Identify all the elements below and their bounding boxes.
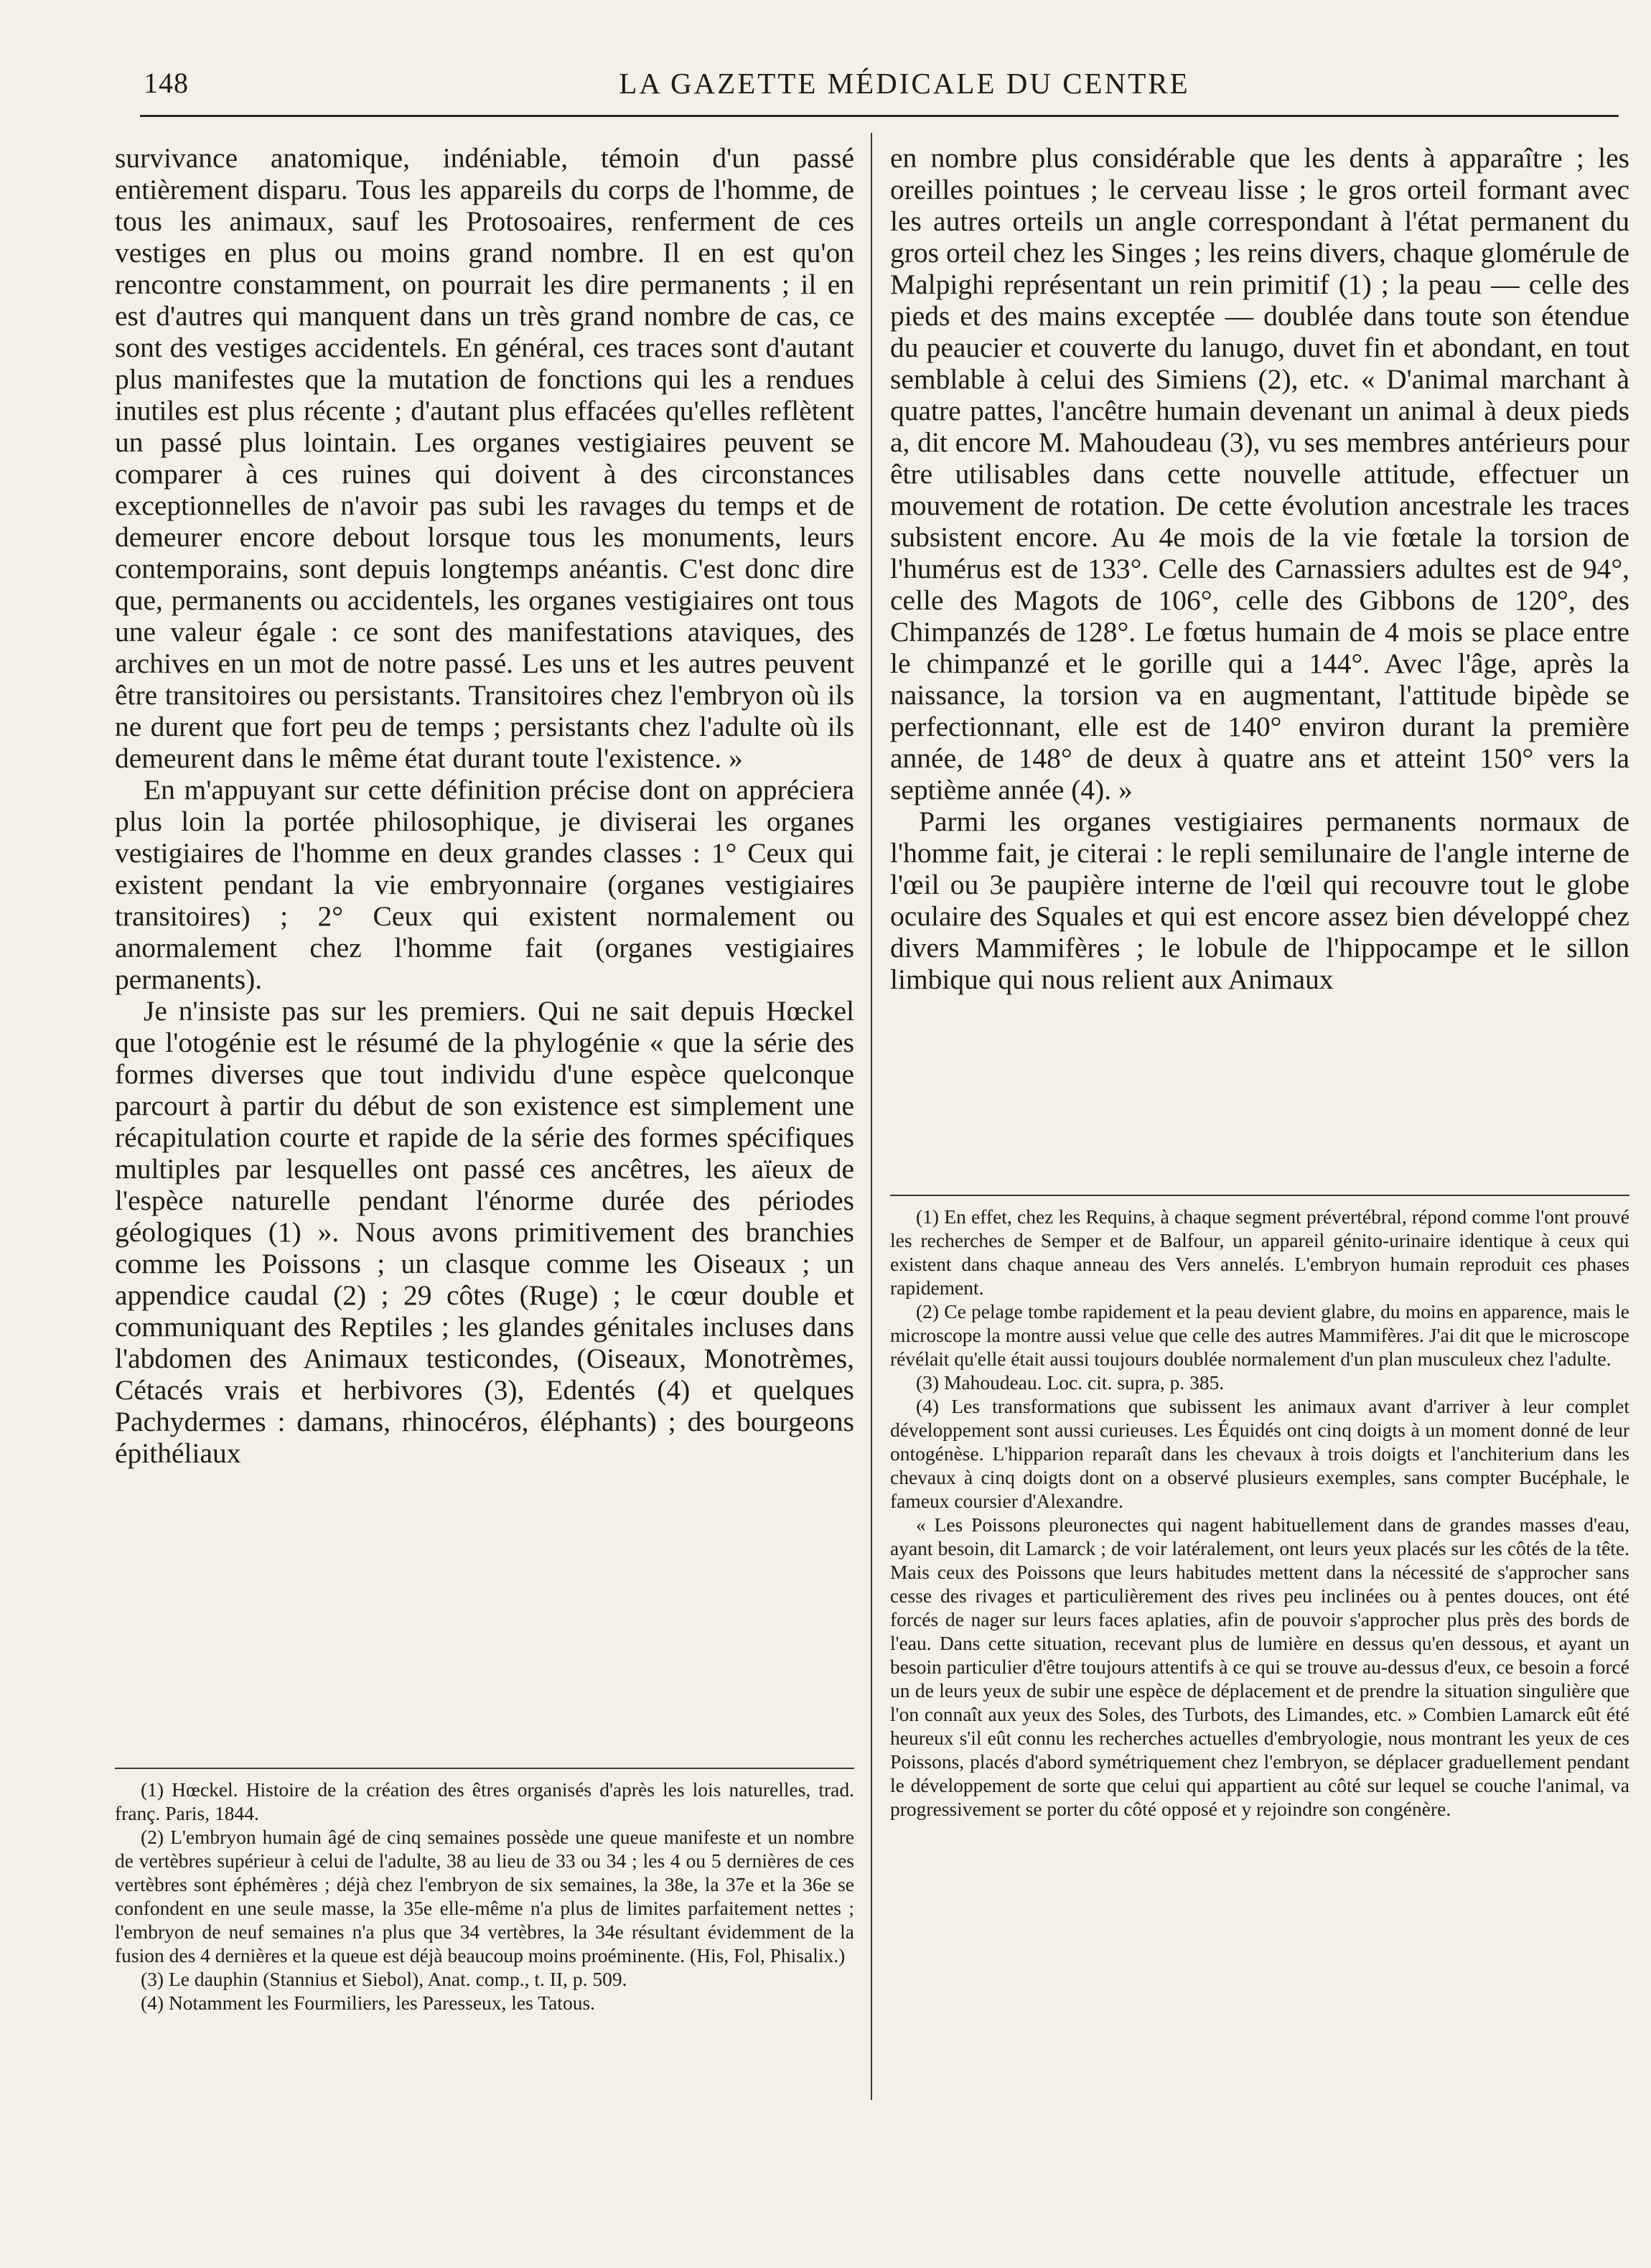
footnote: (1) En effet, chez les Requins, à chaque segment prévertébral, répond comme l'ont prouvé les recherches de Semper et de Balfour, un appareil génito-urinaire identique à ceux qui existent dans chaque anneau des Vers annelés. L'embryon humain reproduit ces phases rapidement. xyxy=(890,1205,1629,1299)
header-rule xyxy=(140,115,1619,117)
paragraph: En m'appuyant sur cette définition précise dont on appréciera plus loin la portée philosophique, je diviserai les organes vestigiaires de l'homme en deux grandes classes : 1° Ceux qui existent pendant la vie embryonnaire (organes vestigiaires transitoires) ; 2° Ceux qui existent normalement ou anormalement chez l'homme fait (organes vestigiaires permanents). xyxy=(115,774,854,995)
footnote: (2) Ce pelage tombe rapidement et la peau devient glabre, du moins en apparence, mais le microscope la montre aussi velue que celle des autres Mammifères. J'ai dit que le microscope révélait qu'elle était aussi toujours doublée normalement d'un plan musculeux chez l'adulte. xyxy=(890,1300,1629,1370)
footnote-rule xyxy=(890,1195,1629,1196)
footnote: (4) Les transformations que subissent les animaux avant d'arriver à leur complet développement sont aussi curieuses. Les Équidés ont cinq doigts à un moment donné de leur ontogénèse. L'hipparion reparaît dans les chevaux à trois doigts et l'anchiterium dans les chevaux à cinq doigts dont on a observé plusieurs exemples, sans compter Bucéphale, le fameux coursier d'Alexandre. xyxy=(890,1395,1629,1512)
footnote: (4) Notamment les Fourmiliers, les Paresseux, les Tatous. xyxy=(141,1992,596,2014)
footnote: (3) Le dauphin (Stannius et Siebol), Anat. comp., t. II, p. 509. xyxy=(141,1968,627,1990)
right-footnotes xyxy=(890,1179,1629,1821)
paragraph: en nombre plus considérable que les dents à apparaître ; les oreilles pointues ; le cerveau lisse ; le gros orteil formant avec les autres orteils un angle correspondant à l'état permanent du gros orteil chez les Singes ; les reins divers, chaque glomérule de Malpighi représentant un rein primitif (1) ; la peau — celle des pieds et des mains exceptée — doublée dans toute son étendue du peaucier et couverte du lanugo, duvet fin et abondant, en tout semblable à celui des Simiens (2), etc. « D'animal marchant à quatre pattes, l'ancêtre humain devenant un animal à deux pieds a, dit encore M. Mahoudeau (3), vu ses membres antérieurs pour être utilisables dans cette nouvelle attitude, effectuer un mouvement de rotation. De cette évolution ancestrale les traces subsistent encore. Au 4e mois de la vie fœtale la torsion de l'humérus est de 133°. Celle des Carnassiers adultes est de 94°, celle des Magots de 106°, celle des Gibbons de 120°, des Chimpanzés de 128°. Le fœtus humain de 4 mois se place entre le chimpanzé et le gorille qui a 144°. Avec l'âge, après la naissance, la torsion va en augmentant, l'attitude bipède se perfectionnant, elle est de 140° environ durant la première année, de 148° de deux à quatre ans et atteint 150° vers la septième année (4). » xyxy=(890,142,1629,806)
footnote: (1) Hœckel. Histoire de la création des êtres organisés d'après les lois naturelles, trad. franç. Paris, 1844. xyxy=(115,1778,854,1824)
footnote: (2) L'embryon humain âgé de cinq semaines possède une queue manifeste et un nombre de vertèbres supérieur à celui de l'adulte, 38 au lieu de 33 ou 34 ; les 4 ou 5 dernières de ces vertèbres sont éphémères ; déjà chez l'embryon de six semaines, la 38e, la 37e et la 36e se confondent en une seule masse, la 35e elle-même n'a plus de limites parfaitement nettes ; l'embryon de neuf semaines n'a plus que 34 vertèbres, la 34e résultant évidemment de la fusion des 4 dernières et la queue est déjà beaucoup moins proéminente. (His, Fol, Phisalix.) xyxy=(115,1826,854,1966)
column-divider xyxy=(871,133,872,2100)
footnote-rule xyxy=(115,1768,854,1769)
left-footnotes xyxy=(115,1752,854,2015)
footnote: « Les Poissons pleuronectes qui nagent habituellement dans de grandes masses d'eau, ayant besoin, dit Lamarck ; de voir latéralement, ont leurs yeux placés sur les côtés de la tête. Mais ceux des Poissons que leurs habitudes mettent dans la nécessité de s'approcher sans cesse des rivages et particulièrement des rives peu inclinées ou à pentes douces, ont été forcés de nager sur leurs faces aplaties, afin de pouvoir s'approcher plus près des bords de l'eau. Dans cette situation, recevant plus de lumière en dessus qu'en dessous, et ayant un besoin particulier d'être toujours attentifs à ce qui se trouve au-dessus d'eux, ce besoin a forcé un de leurs yeux de subir une espèce de déplacement et de prendre la situation singulière que l'on connaît aux yeux des Soles, des Turbots, des Limandes, etc. » Combien Lamarck eût été heureux s'il eût connu les recherches actuelles d'embryologie, nous montrant les yeux de ces Poissons, placés d'abord symétriquement chez l'embryon, se déplacer graduellement pendant le développement de sorte que celui qui appartient au côté sur lequel se couche l'animal, va progressivement se porter du côté opposé et y rejoindre son congénère. xyxy=(890,1513,1629,1820)
running-title: LA GAZETTE MÉDICALE DU CENTRE xyxy=(619,67,1190,100)
paragraph: Je n'insiste pas sur les premiers. Qui ne sait depuis Hœckel que l'otogénie est le résumé de la phylogénie « que la série des formes diverses que tout individu d'une espèce quelconque parcourt à partir du début de son existence est simplement une récapitulation courte et rapide de la série des formes spécifiques multiples par lesquelles ont passé ces ancêtres, les aïeux de l'espèce naturelle pendant l'énorme durée des périodes géologiques (1) ». Nous avons primitivement des branchies comme les Poissons ; un clasque comme les Oiseaux ; un appendice caudal (2) ; 29 côtes (Ruge) ; le cœur double et communiquant des Reptiles ; les glandes génitales incluses dans l'abdomen des Animaux testicondes, (Oiseaux, Monotrèmes, Cétacés vrais et herbivores (3), Edentés (4) et quelques Pachydermes : damans, rhinocéros, éléphants) ; des bourgeons épithéliaux xyxy=(115,995,854,1469)
right-column xyxy=(890,142,1629,995)
page-header xyxy=(144,66,1615,109)
footnote: (3) Mahoudeau. Loc. cit. supra, p. 385. xyxy=(916,1371,1225,1394)
paragraph: Parmi les organes vestigiaires permanents normaux de l'homme fait, je citerai : le repli semilunaire de l'angle interne de l'œil ou 3e paupière interne de l'œil qui recouvre tout le globe oculaire des Squales et qui est encore assez bien développé chez divers Mammifères ; le lobule de l'hippocampe et le sillon limbique qui nous relient aux Animaux xyxy=(890,806,1629,995)
paragraph: survivance anatomique, indéniable, témoin d'un passé entièrement disparu. Tous les appareils du corps de l'homme, de tous les animaux, sauf les Protosoaires, renferment de ces vestiges en plus ou moins grand nombre. Il en est qu'on rencontre constamment, on pourrait les dire permanents ; il en est d'autres qui manquent dans un très grand nombre de cas, ce sont des vestiges accidentels. En général, ces traces sont d'autant plus manifestes que la mutation de fonctions qui les a rendues inutiles est plus récente ; d'autant plus effacées qu'elles reflètent un passé plus lointain. Les organes vestigiaires peuvent se comparer à ces ruines qui doivent à des circonstances exceptionnelles de n'avoir pas subi les ravages du temps et de demeurer encore debout lorsque tous les monuments, leurs contemporains, sont depuis longtemps anéantis. C'est donc dire que, permanents ou accidentels, les organes vestigiaires ont tous une valeur égale : ce sont des manifestations ataviques, des archives en un mot de notre passé. Les uns et les autres peuvent être transitoires ou persistants. Transitoires chez l'embryon où ils ne durent que fort peu de temps ; persistants chez l'adulte où ils demeurent dans le même état durant toute l'existence. » xyxy=(115,142,854,774)
page-number: 148 xyxy=(144,67,189,99)
left-column xyxy=(115,142,854,1469)
